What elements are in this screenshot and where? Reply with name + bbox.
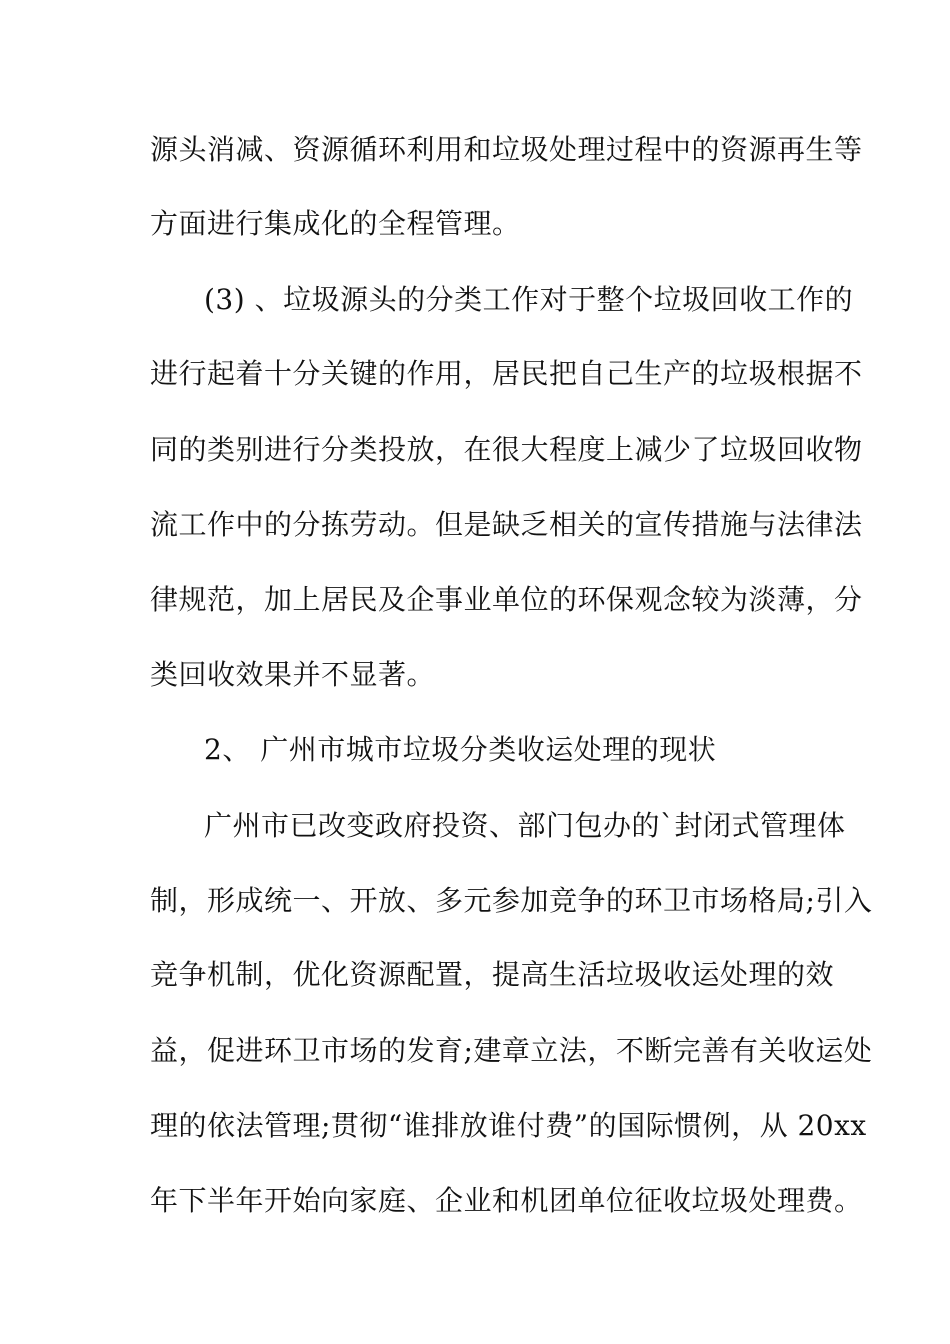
- text-line-7: 律规范，加上居民及企事业单位的环保观念较为淡薄，分: [150, 583, 863, 616]
- text-line-10: 广州市已改变政府投资、部门包办的`封闭式管理体: [204, 809, 846, 842]
- text-line-4: 进行起着十分关键的作用，居民把自己生产的垃圾根据不: [150, 357, 863, 390]
- text-line-6: 流工作中的分拣劳动。但是缺乏相关的宣传措施与法律法: [150, 508, 863, 541]
- text-line-12: 竞争机制，优化资源配置，提高生活垃圾收运处理的效: [150, 958, 835, 991]
- text-line-15: 年下半年开始向家庭、企业和机团单位征收垃圾处理费。: [150, 1184, 863, 1217]
- section-heading: 2、 广州市城市垃圾分类收运处理的现状: [204, 733, 717, 766]
- text-line-2: 方面进行集成化的全程管理。: [150, 207, 521, 240]
- text-line-3: (3) 、垃圾源头的分类工作对于整个垃圾回收工作的: [204, 283, 854, 316]
- text-line-11: 制，形成统一、开放、多元参加竞争的环卫市场格局;引入: [150, 884, 873, 917]
- text-line-8: 类回收效果并不显著。: [150, 658, 436, 691]
- text-line-1: 源头消减、资源循环利用和垃圾处理过程中的资源再生等: [150, 133, 863, 166]
- text-line-5: 同的类别进行分类投放，在很大程度上减少了垃圾回收物: [150, 433, 863, 466]
- text-line-13: 益，促进环卫市场的发育;建章立法，不断完善有关收运处: [150, 1034, 873, 1067]
- text-line-14: 理的依法管理;贯彻“谁排放谁付费”的国际惯例，从 20xx: [150, 1109, 867, 1142]
